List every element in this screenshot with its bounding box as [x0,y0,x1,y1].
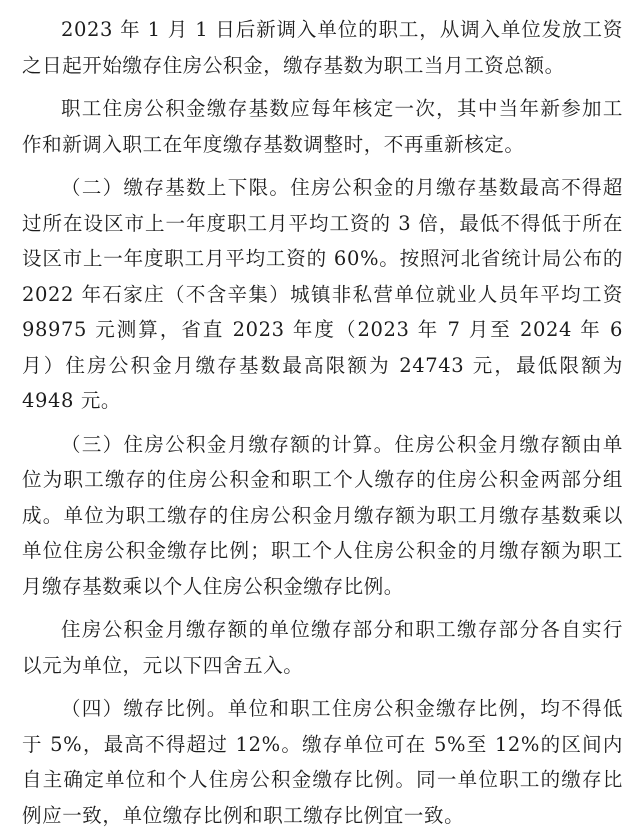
paragraph-monthly-amount-calculation: （三）住房公积金月缴存额的计算。住房公积金月缴存额由单位为职工缴存的住房公积金和职工个人缴存的住房公积金两部分组成。单位为职工缴存的住房公积金月缴存额为职工月缴存基数乘以单位住房公积金缴存比例；职工个人住房公积金的月缴存额为职工月缴存基数乘以个人住房公积金缴存比例。 [22,432,623,598]
paragraph-rounding-rule: 住房公积金月缴存额的单位缴存部分和职工缴存部分各自实行以元为单位，元以下四舍五入。 [22,618,623,677]
paragraph-deposit-ratio: （四）缴存比例。单位和职工住房公积金缴存比例，均不得低于 5%，最高不得超过 12%。缴存单位可在 5%至 12%的区间内自主确定单位和个人住房公积金缴存比例。同一单位职工的缴存比例应一致，单位缴存比例和职工缴存比例宜一致。 [22,697,623,827]
paragraph-annual-base-review: 职工住房公积金缴存基数应每年核定一次，其中当年新参加工作和新调入职工在年度缴存基数调整时，不再重新核定。 [22,97,623,156]
paragraph-base-limits: （二）缴存基数上下限。住房公积金的月缴存基数最高不得超过所在设区市上一年度职工月平均工资的 3 倍，最低不得低于所在设区市上一年度职工月平均工资的 60%。按照河北省统计局公布的 2022 年石家庄（不含辛集）城镇非私营单位就业人员年平均工资 98975 元测算，省直 2023 年度（2023 年 7 月至 2024 年 6 月）住房公积金月缴存基数最高限额为 24743 元，最低限额为 4948 元。 [22,176,623,412]
paragraph-new-employee-deposit: 2023 年 1 月 1 日后新调入单位的职工，从调入单位发放工资之日起开始缴存住房公积金，缴存基数为职工当月工资总额。 [22,18,623,77]
